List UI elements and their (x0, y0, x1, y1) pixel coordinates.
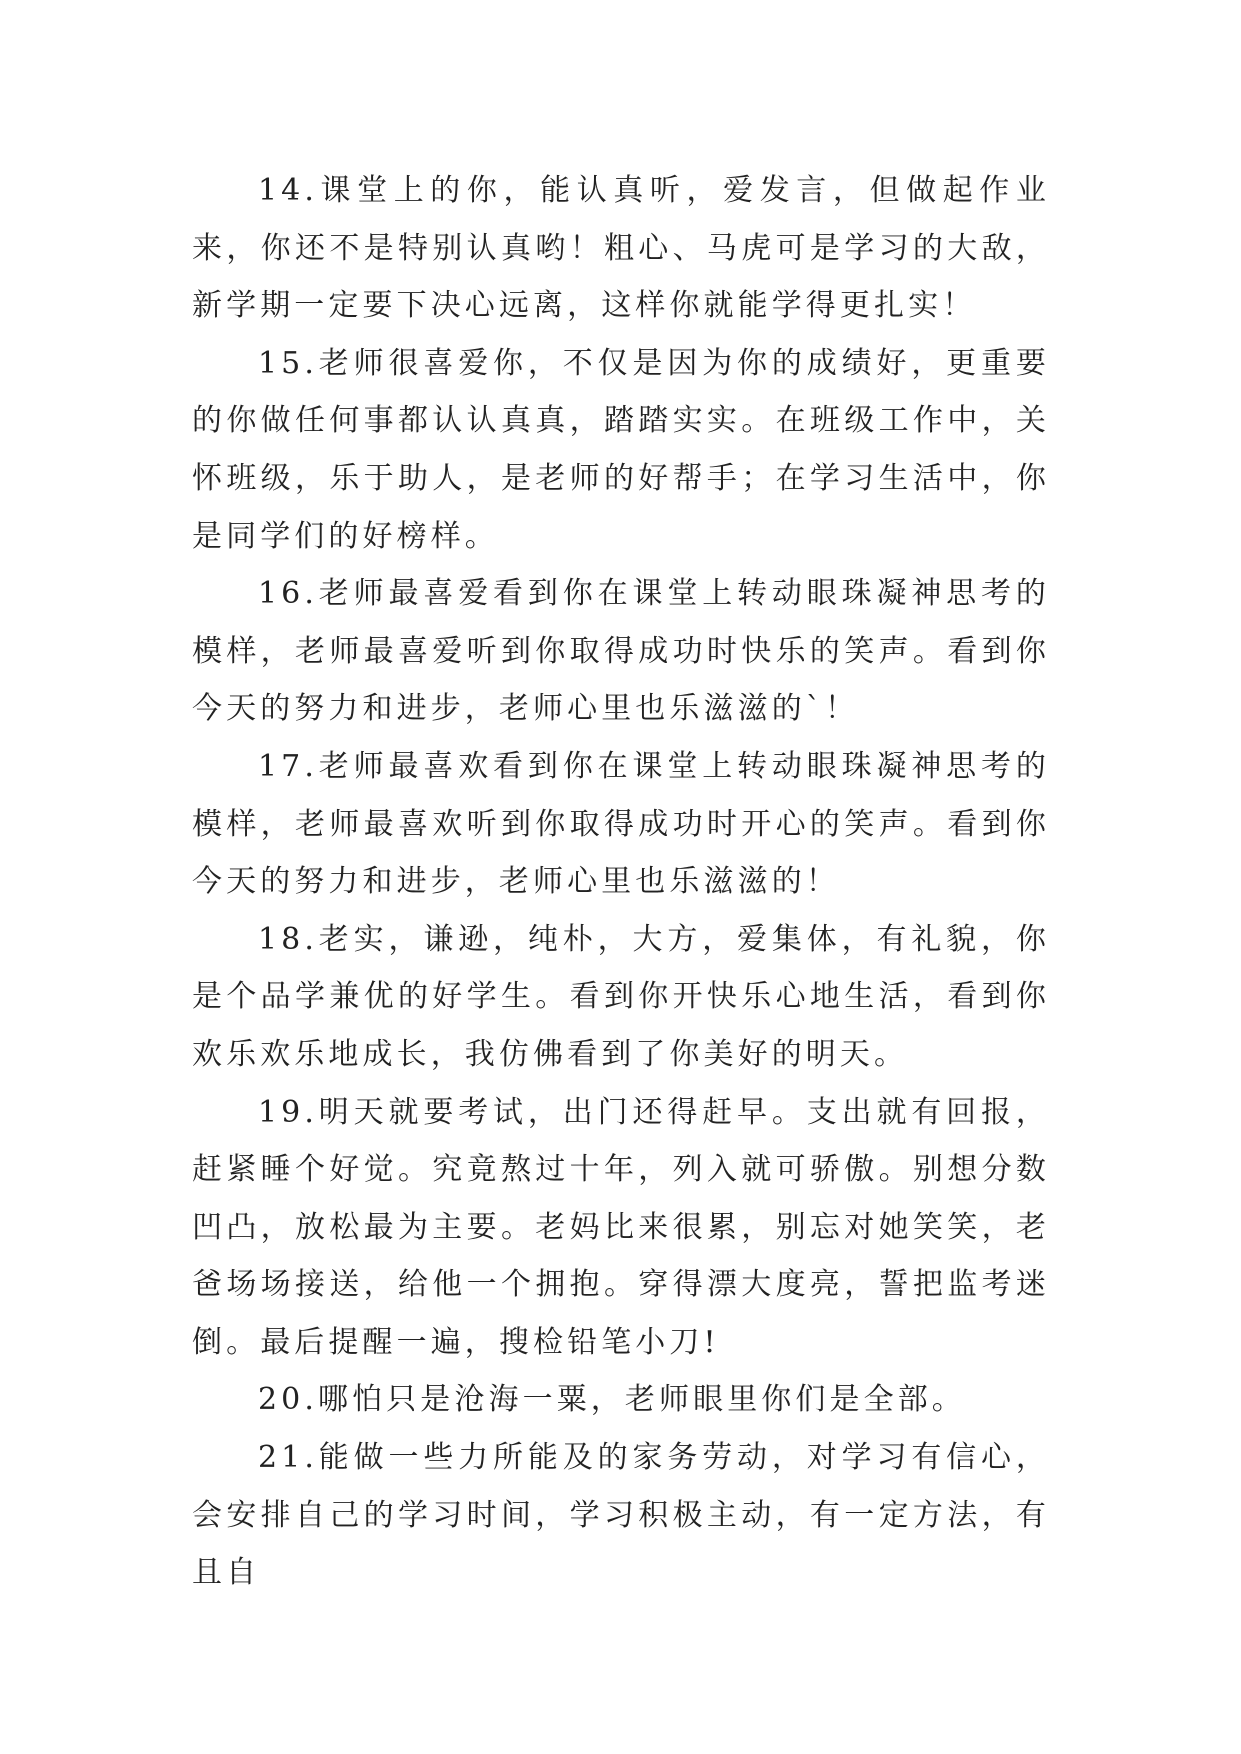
paragraph-21: 21.能做一些力所能及的家务劳动，对学习有信心，会安排自己的学习时间，学习积极主动，有一定方法，有且自 (192, 1440, 1050, 1591)
paragraph-16: 16.老师最喜爱看到你在课堂上转动眼珠凝神思考的模样，老师最喜爱听到你取得成功时快乐的笑声。看到你今天的努力和进步，老师心里也乐滋滋的`！ (192, 576, 1050, 727)
paragraph-18: 18.老实，谦逊，纯朴，大方，爱集体，有礼貌，你是个品学兼优的好学生。看到你开快乐心地生活，看到你欢乐欢乐地成长，我仿佛看到了你美好的明天。 (192, 921, 1050, 1072)
paragraph-19: 19.明天就要考试，出门还得赶早。支出就有回报，赶紧睡个好觉。究竟熬过十年，列入就可骄傲。别想分数凹凸，放松最为主要。老妈比来很累，别忘对她笑笑，老爸场场接送，给他一个拥抱。穿得漂大度亮，誓把监考迷倒。最后提醒一遍，搜检铅笔小刀! (192, 1094, 1050, 1360)
paragraph-20: 20.哪怕只是沧海一粟，老师眼里你们是全部。 (258, 1382, 966, 1418)
paragraph-17: 17.老师最喜欢看到你在课堂上转动眼珠凝神思考的模样，老师最喜欢听到你取得成功时开心的笑声。看到你今天的努力和进步，老师心里也乐滋滋的！ (192, 748, 1050, 900)
paragraph-15: 15.老师很喜爱你，不仅是因为你的成绩好，更重要的你做任何事都认认真真，踏踏实实。在班级工作中，关怀班级，乐于助人，是老师的好帮手；在学习生活中，你是同学们的好榜样。 (192, 345, 1050, 554)
document-body (192, 162, 1050, 1602)
paragraph-14: 14.课堂上的你，能认真听，爱发言，但做起作业来，你还不是特别认真哟！粗心、马虎可是学习的大敌，新学期一定要下决心远离，这样你就能学得更扎实！ (192, 173, 1050, 324)
